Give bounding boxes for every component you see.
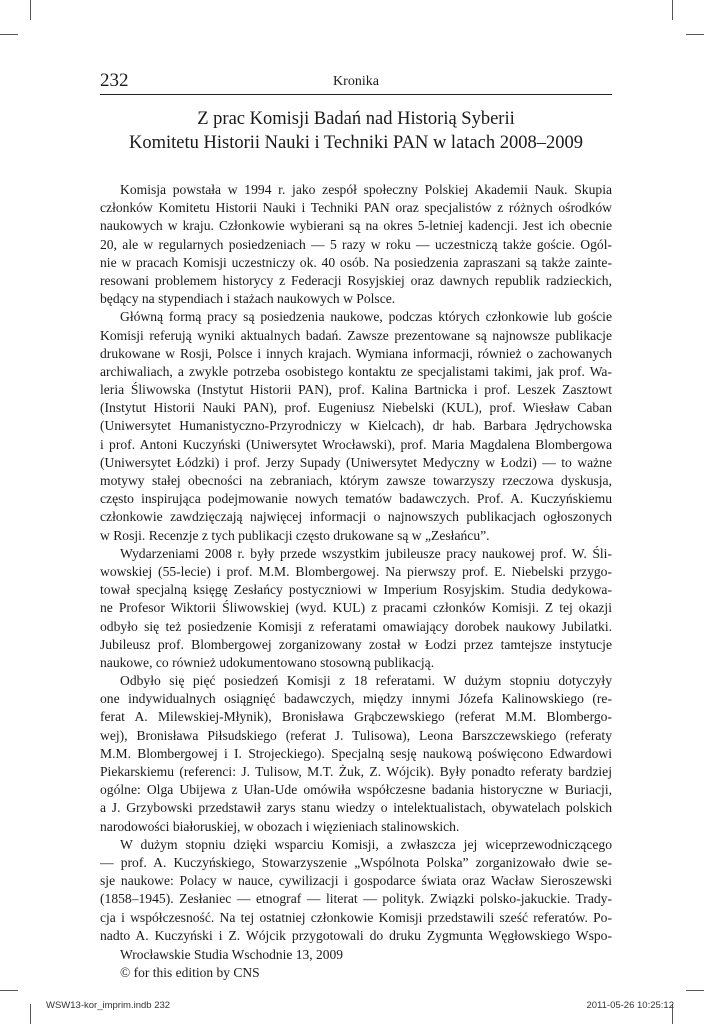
text-line: ogólne: Olga Ubijewa z Ułan-Ude omówiła współczesne badania historyczne w Buriacji, — [100, 782, 612, 798]
paragraph-3 — [100, 545, 612, 672]
journal-citation: Wrocławskie Studia Wschodnie 13, 2009 — [120, 947, 344, 962]
paragraph-1 — [100, 181, 612, 308]
text-line: naukowych w kraju. Członkowie wybierani są na okres 5-letniej kadencji. Jest ich obecnie — [100, 218, 612, 234]
paragraph-4 — [100, 672, 612, 836]
text-line: będący na stypendiach i stażach naukowych w Polsce. — [100, 291, 396, 307]
paragraph-5 — [100, 836, 612, 945]
text-line: naukowe, co również udokumentowano stosowną publikacją. — [100, 654, 435, 670]
text-line: Jubileusz prof. Blombergowej zorganizowany został w Łodzi przez tamtejsze instytucje — [100, 636, 612, 652]
text-line: one indywidualnych osiągnięć badawczych, między innymi Józefa Kalinowskiego (re- — [100, 691, 612, 707]
text-line: nie w pracach Komisji uczestniczy ok. 40 osób. Na posiedzenia zapraszani są także zainte- — [100, 254, 612, 270]
text-line: ferat A. Milewskiej-Młynik), Bronisława Grąbczewskiego (referat M.M. Blombergo- — [100, 709, 612, 725]
text-line: Komisja powstała w 1994 r. jako zespół społeczny Polskiej Akademii Nauk. Skupia — [120, 182, 612, 197]
text-line: Główną formą pracy są posiedzenia naukowe, podczas których członkowie lub goście — [120, 309, 612, 325]
crop-mark-right-lower — [686, 990, 704, 991]
text-line: (Instytut Historii Nauki PAN), prof. Eugeniusz Niebelski (KUL), prof. Wiesław Caban — [100, 400, 612, 416]
text-line: drukowane w Rosji, Polsce i innych krajach. Wymiana informacji, również o zachowanych — [100, 345, 612, 361]
text-line: często inspirująca podejmowanie nowych tematów badawczych. Prof. A. Kuczyńskiemu — [100, 491, 612, 507]
crop-mark-right-upper — [686, 34, 704, 35]
text-line: członkowie zawdzięczają najwięcej informacji o najnowszych publikacjach ogłoszonych — [100, 509, 612, 525]
text-line: Komisji referują wyniki aktualnych badań. Zawsze prezentowane są najnowsze publikacje — [100, 327, 612, 343]
title-line-1: Z prac Komisji Badań nad Historią Syberii — [197, 109, 515, 129]
title-line-2: Komitetu Historii Nauki i Techniki PAN w latach 2008–2009 — [129, 133, 583, 153]
text-line: Piekarskiemu (referenci: J. Tulisow, M.T. Żuk, Z. Wójcik). Były ponadto referaty bardziej — [100, 764, 612, 779]
crop-mark-left-upper — [0, 34, 18, 35]
print-slug-file: WSW13-kor_imprim.indb 232 — [46, 1000, 171, 1011]
text-line: Odbyło się pięć posiedzeń Komisji z 18 referatami. W dużym stopniu dotyczyły — [120, 673, 612, 689]
text-line: 20, ale w regularnych posiedzeniach — 5 razy w roku — uczestniczą także goście. Ogól- — [100, 236, 612, 252]
text-line: sje naukowe: Polacy w nauce, cywilizacji i gospodarce świata oraz Wacław Sieroszewski — [100, 873, 612, 889]
crop-mark-top-right — [672, 0, 673, 20]
text-line: motywy stałej obecności na zebraniach, którym zawsze towarzyszy rzeczowa dyskusja, — [100, 473, 612, 488]
text-line: ne Profesor Wiktorii Śliwowskiej (wyd. KUL) z pracami członków Komisji. Z tej okazji — [100, 600, 612, 616]
crop-mark-top-left — [30, 0, 31, 20]
copyright-notice: © for this edition by CNS — [120, 965, 260, 980]
text-line: nadto A. Kuczyński i Z. Wójcik przygotowali do druku Zygmunta Węgłowskiego Wspo- — [100, 927, 612, 943]
text-line: leria Śliwowska (Instytut Historii PAN), prof. Kalina Bartnicka i prof. Leszek Zasztowt — [100, 382, 612, 398]
text-line: cja i współczesność. Na tej ostatniej członkowie Komisji przedstawili sześć referatów. Po- — [100, 909, 612, 925]
crop-mark-bottom-left — [30, 1004, 31, 1024]
running-header — [100, 70, 612, 95]
crop-mark-left-lower — [0, 990, 18, 991]
text-line: (Uniwersytet Humanistyczno-Przyrodniczy w Kielcach), dr hab. Barbara Jędrychowska — [100, 418, 612, 434]
article-body — [100, 181, 612, 945]
page-number: 232 — [100, 70, 129, 91]
text-line: wowskiej (55-lecie) i prof. M.M. Blombergowej. Na pierwszy prof. E. Niebelski przygo- — [100, 563, 612, 579]
text-line: W dużym stopniu dzięki wsparciu Komisji, a zwłaszcza jej wiceprzewodniczącego — [120, 836, 612, 852]
text-line: tował specjalną księgę Zesłańcy postyczniowi w Imperium Rosyjskim. Studia dedykowa- — [100, 582, 612, 598]
text-line: w Rosji. Recenzje z tych publikacji często drukowane są w „Zesłańcu”. — [100, 527, 490, 543]
text-line: Wydarzeniami 2008 r. były przede wszystkim jubileusze pracy naukowej prof. W. Śli- — [120, 545, 612, 561]
journal-footer — [120, 946, 343, 982]
text-line: (Uniwersytet Łódzki) i prof. Jerzy Supady (Uniwersytet Medyczny w Łodzi) — to ważne — [100, 454, 612, 470]
running-title: Kronika — [333, 74, 379, 89]
text-line: a J. Grzybowski przedstawił zarys stanu wiedzy o intelektualistach, obywatelach polskich — [100, 800, 612, 816]
text-line: odbyło się też posiedzenie Komisji z referatami omawiający dorobek naukowy Jubilatki. — [100, 618, 612, 634]
text-line: M.M. Blombergowej i I. Strojeckiego). Specjalną sesję naukową poświęcono Edwardowi — [100, 745, 612, 761]
text-line: — prof. A. Kuczyńskiego, Stowarzyszenie „Wspólnota Polska” zorganizowało dwie se- — [100, 854, 612, 870]
text-line: narodowości białoruskiej, w obozach i więzieniach stalinowskich. — [100, 818, 460, 834]
print-slug-datetime: 2011-05-26 10:25:12 — [586, 1000, 674, 1011]
text-line: członków Komitetu Historii Nauki i Techniki PAN oraz specjalistów z różnych ośrodków — [100, 200, 612, 216]
text-line: resowani problemem historycy z Federacji Rosyjskiej oraz dawnych republik radzieckich, — [100, 272, 612, 288]
article-title — [100, 107, 612, 155]
paragraph-2 — [100, 308, 612, 544]
text-line: wej), Bronisława Piłsudskiego (referat J. Tulisowa), Leona Barszczewskiego (referaty — [100, 727, 612, 743]
text-line: (1858–1945). Zesłaniec — etnograf — literat — polityk. Związki polsko-jakuckie. Tradу- — [100, 891, 612, 907]
text-line: archiwaliach, a zwykle potrzeba osobistego kontaktu ze specjalistami takimi, jak prof. Wa- — [100, 363, 612, 379]
text-line: i prof. Antoni Kuczyński (Uniwersytet Wrocławski), prof. Maria Magdalena Blombergowa — [100, 436, 612, 452]
